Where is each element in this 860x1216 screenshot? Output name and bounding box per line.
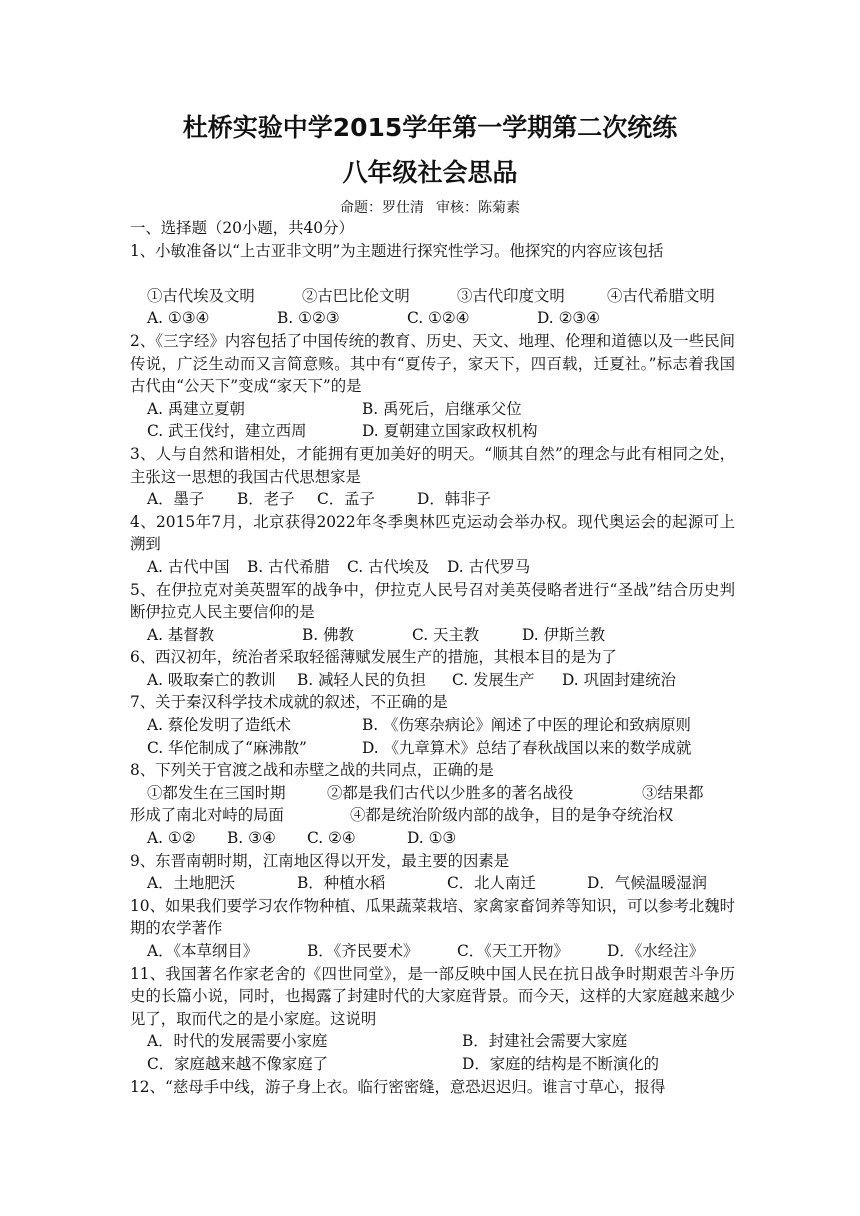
question-1-options — [130, 307, 735, 330]
option-b: B．《齐民要术》 — [307, 942, 419, 961]
question-11-stem: 11、我国著名作家老舍的《四世同堂》，是一部反映中国人民在抗日战争时期艰苦斗争历史的长篇小说，同时，也揭露了封建时代的大家庭背景。而今天，这样的大家庭越来越少见了，取而代之的是小家庭。这说明 — [130, 964, 735, 1028]
option-b: B. ①②③ — [277, 309, 340, 328]
option-b: B．封建社会需要大家庭 — [462, 1032, 628, 1051]
question-11-options-row1 — [130, 1030, 735, 1053]
option-b: B. 佛教 — [302, 625, 354, 644]
question-9-options — [130, 872, 735, 895]
option-c: C. 华佗制成了“麻沸散” — [147, 738, 307, 757]
option-a: A．墨子 — [147, 490, 205, 509]
section-heading: 一、选择题（20小题，共40分） — [130, 219, 354, 237]
proposer: 命题：罗仕清 — [340, 200, 424, 216]
option-a: A. 古代中国 — [147, 557, 230, 576]
question-2-options-row1 — [130, 398, 735, 421]
item: ④古代希腊文明 — [607, 286, 715, 305]
option-c: C. 武王伐纣，建立西周 — [147, 422, 307, 441]
option-a: A. 蔡伦发明了造纸术 — [147, 716, 292, 735]
item: ①都发生在三国时期 — [147, 783, 286, 802]
option-c: C. ②④ — [307, 829, 356, 848]
question-7-options-row2 — [130, 737, 735, 760]
question-5-stem: 5、在伊拉克对美英盟军的战争中，伊拉克人民号召对美英侵略者进行“圣战”结合历史判断伊拉克人民主要信仰的是 — [130, 580, 735, 622]
option-c: C．孟子 — [317, 490, 375, 509]
question-1-stem: 1、小敏准备以“上古亚非文明”为主题进行探究性学习。他探究的内容应该包括 — [130, 241, 664, 260]
option-c: C. 天主教 — [412, 625, 480, 644]
question-12-stem: 12、“慈母手中线，游子身上衣。临行密密缝，意恐迟迟归。谁言寸草心，报得 — [130, 1077, 666, 1096]
option-a: A. ①② — [147, 829, 196, 848]
question-11-options-row2 — [130, 1053, 735, 1076]
question-8-items-row2 — [130, 804, 735, 827]
question-list — [130, 217, 735, 1098]
option-d: D. 伊斯兰教 — [522, 625, 606, 644]
question-7-options-row1 — [130, 714, 735, 737]
option-d: D．《水经注》 — [607, 942, 704, 961]
option-c: C．北人南迁 — [447, 874, 536, 893]
item: ②都是我们古代以少胜多的著名战役 — [327, 783, 574, 802]
option-c: C. 古代埃及 — [347, 557, 430, 576]
option-b: B. 古代希腊 — [247, 557, 330, 576]
option-c: C. ①②④ — [407, 309, 470, 328]
option-d: D. ①③ — [407, 829, 457, 848]
option-d: D. 夏朝建立国家政权机构 — [362, 422, 538, 441]
option-a: A．《本草纲目》 — [147, 942, 259, 961]
option-b: B．种植水稻 — [297, 874, 386, 893]
option-a: A. ①③④ — [147, 309, 210, 328]
option-b: B. ③④ — [227, 829, 276, 848]
option-b: B. 《伤寒杂病论》阐述了中医的理论和致病原则 — [362, 716, 691, 735]
item: 形成了南北对峙的局面 — [130, 806, 284, 825]
option-d: D. 古代罗马 — [447, 557, 531, 576]
question-6-stem: 6、西汉初年，统治者采取轻徭薄赋发展生产的措施，其根本目的是为了 — [130, 648, 617, 667]
option-c: C. 发展生产 — [452, 670, 535, 689]
option-a: A．时代的发展需要小家庭 — [147, 1032, 328, 1051]
exam-subtitle: 八年级社会思品 — [342, 158, 518, 187]
question-4-options — [130, 556, 735, 579]
exam-title: 杜桥实验中学2015学年第一学期第二次统练 — [182, 113, 678, 142]
question-8-stem: 8、下列关于官渡之战和赤壁之战的共同点，正确的是 — [130, 761, 494, 780]
option-d: D. ②③④ — [537, 309, 600, 328]
question-3-stem: 3、人与自然和谐相处，才能拥有更加美好的明天。“顺其自然”的理念与此有相同之处，主张这一思想的我国古代思想家是 — [130, 444, 735, 486]
option-a: A. 基督教 — [147, 625, 215, 644]
question-2-options-row2 — [130, 420, 735, 443]
question-2-stem: 2、《三字经》内容包括了中国传统的教育、历史、天文、地理、伦理和道德以及一些民间传说，广泛生动而又言简意赅。其中有“夏传子，家天下，四百载，迁夏社。”标志着我国古代由“公天下”变成“家天下”的是 — [130, 331, 735, 396]
option-d: D．韩非子 — [417, 490, 491, 509]
item: ①古代埃及文明 — [147, 286, 255, 305]
item: ④都是统治阶级内部的战争，目的是争夺统治权 — [350, 806, 674, 825]
question-10-stem: 10、如果我们要学习农作物种植、瓜果蔬菜栽培、家禽家畜饲养等知识，可以参考北魏时期的农学著作 — [130, 896, 735, 938]
option-d: D．气候温暖湿润 — [587, 874, 708, 893]
author-line — [0, 198, 860, 218]
option-d: D．家庭的结构是不断演化的 — [462, 1055, 660, 1073]
question-5-options — [130, 624, 735, 647]
option-b: B. 减轻人民的负担 — [297, 670, 426, 689]
option-d: D. 《九章算术》总结了春秋战国以来的数学成就 — [362, 738, 692, 757]
option-c: C．《天工开物》 — [457, 942, 569, 961]
item: ③结果都 — [642, 783, 704, 802]
option-d: D. 巩固封建统治 — [562, 670, 676, 689]
question-3-options — [130, 488, 735, 511]
question-7-stem: 7、关于秦汉科学技术成就的叙述，不正确的是 — [130, 693, 448, 712]
option-a: A. 吸取秦亡的教训 — [147, 670, 276, 689]
item: ③古代印度文明 — [457, 286, 565, 305]
option-a: A．土地肥沃 — [147, 874, 236, 893]
option-a: A. 禹建立夏朝 — [147, 399, 245, 418]
option-b: B. 禹死后，启继承父位 — [362, 399, 522, 418]
question-9-stem: 9、东晋南朝时期，江南地区得以开发，最主要的因素是 — [130, 851, 510, 870]
question-8-options — [130, 827, 735, 850]
option-c: C．家庭越来越不像家庭了 — [147, 1055, 329, 1073]
question-10-options — [130, 940, 735, 963]
question-8-items-row1 — [130, 782, 735, 805]
question-4-stem: 4、2015年7月，北京获得2022年冬季奥林匹克运动会举办权。现代奥运会的起源可上溯到 — [130, 512, 735, 554]
option-b: B．老子 — [237, 490, 295, 509]
item: ②古巴比伦文明 — [302, 286, 410, 305]
question-1-items — [130, 285, 735, 308]
reviewer: 审核：陈菊素 — [436, 200, 520, 216]
question-6-options — [130, 669, 735, 692]
